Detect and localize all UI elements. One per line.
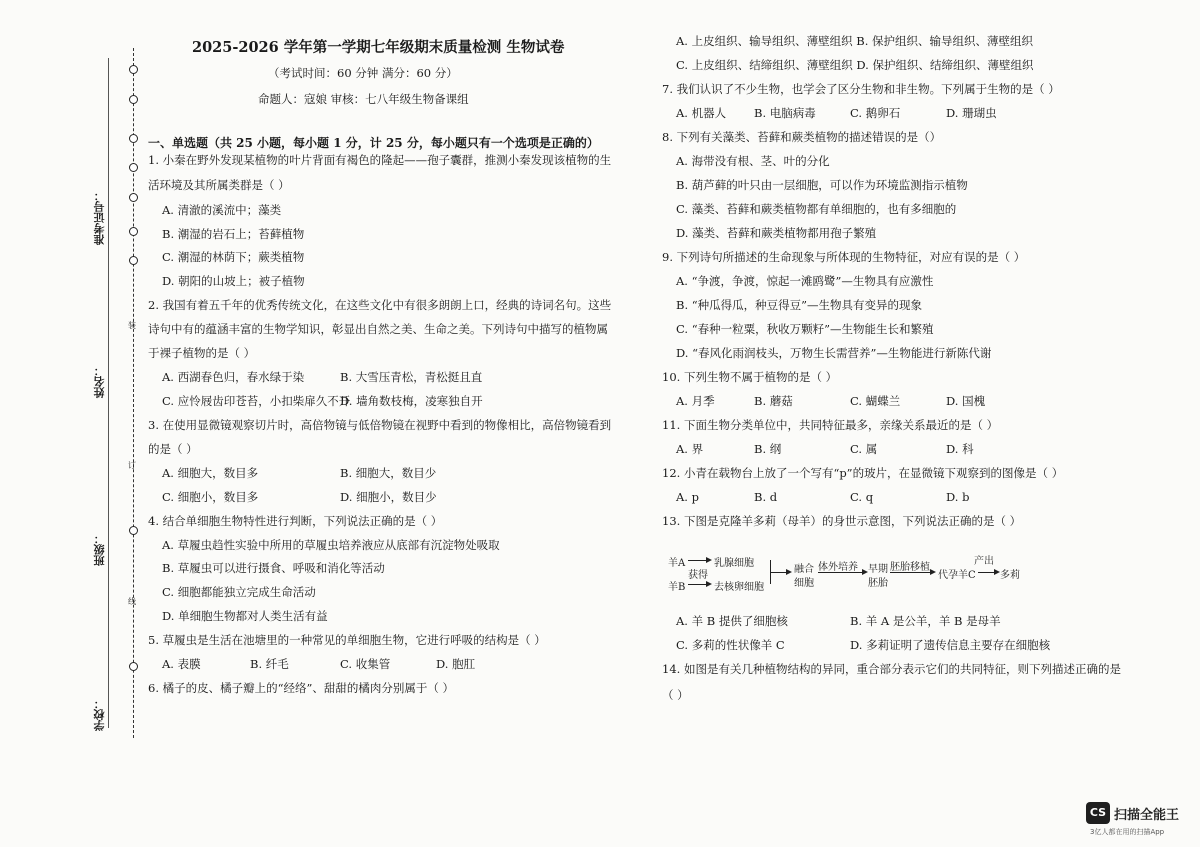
q7-option-b: B. 电脑病毒	[754, 106, 816, 120]
q10-option-b: B. 蘑菇	[754, 394, 793, 408]
q13-option-d: D. 多莉证明了遗传信息主要存在细胞核	[850, 638, 1051, 652]
diagram-arrow	[688, 560, 708, 561]
q4-option-b: B. 草履虫可以进行摄食、呼吸和消化等活动	[162, 561, 385, 575]
q10-option-a: A. 月季	[676, 394, 715, 408]
q9-stem: 9. 下列诗句所描述的生命现象与所体现的生物特征，对应有误的是（ ）	[662, 250, 1026, 264]
scanner-app-name: 扫描全能王	[1114, 808, 1180, 823]
q7-option-a: A. 机器人	[676, 106, 727, 120]
q2-option-d: D. 墙角数枝梅，凌寒独自开	[340, 394, 483, 408]
q4-stem: 4. 结合单细胞生物特性进行判断，下列说法正确的是（ ）	[148, 514, 443, 528]
binding-hole	[129, 526, 138, 535]
diagram-fuse: 融合	[794, 564, 814, 575]
q2-option-b: B. 大雪压青松，青松挺且直	[340, 370, 483, 384]
q12-option-d: D. b	[946, 490, 970, 504]
q11-stem: 11. 下面生物分类单位中，共同特征最多，亲缘关系最近的是（ ）	[662, 418, 999, 432]
binding-hole	[129, 662, 138, 671]
q7-stem: 7. 我们认识了不少生物，也学会了区分生物和非生物。下列属于生物的是（ ）	[662, 82, 1060, 96]
exam-time-line: （考试时间：60 分钟 满分：60 分）	[268, 66, 458, 80]
q2-stem: 诗句中有的蕴涵丰富的生物学知识，彰显出自然之美、生命之美。下列诗句中描写的植物属	[148, 322, 608, 336]
q2-stem: 于裸子植物的是（ ）	[148, 346, 256, 360]
q12-option-a: A. p	[676, 490, 699, 504]
binding-hole	[129, 65, 138, 74]
binding-mark: 线	[128, 597, 136, 606]
q5-stem: 5. 草履虫是生活在池塘里的一种常见的单细胞生物，它进行呼吸的结构是（ ）	[148, 633, 546, 647]
diagram-birth: 产出	[974, 556, 994, 567]
q5-option-a: A. 表膜	[162, 657, 201, 671]
q1-option-c: C. 潮湿的林荫下；蕨类植物	[162, 250, 305, 264]
q13-option-b: B. 羊 A 是公羊，羊 B 是母羊	[850, 614, 1001, 628]
q8-option-c: C. 藻类、苔藓和蕨类植物都有单细胞的，也有多细胞的	[676, 202, 957, 216]
q11-option-d: D. 科	[946, 442, 974, 456]
q4-option-a: A. 草履虫趋性实验中所用的草履虫培养液应从底部有沉淀物处吸取	[162, 538, 500, 552]
diagram-surrogate: 代孕羊C	[938, 570, 976, 581]
diagram-sheep-b: 羊B	[668, 582, 686, 593]
q5-option-b: B. 纤毛	[250, 657, 289, 671]
q3-option-a: A. 细胞大，数目多	[162, 466, 259, 480]
diagram-fuse-cell: 细胞	[794, 578, 814, 589]
diagram-enucleated-egg: 去核卵细胞	[714, 582, 764, 593]
exam-title: 2025-2026 学年第一学期七年级期末质量检测 生物试卷	[192, 39, 565, 56]
name-label: 姓名：	[93, 365, 106, 398]
q8-option-a: A. 海带没有根、茎、叶的分化	[676, 154, 830, 168]
diagram-sheep-a: 羊A	[668, 558, 686, 569]
q7-option-d: D. 珊瑚虫	[946, 106, 997, 120]
q7-option-c: C. 鹅卵石	[850, 106, 901, 120]
q1-stem: 活环境及其所属类群是（ ）	[148, 178, 290, 192]
binding-line	[133, 48, 134, 738]
q3-option-c: C. 细胞小，数目多	[162, 490, 259, 504]
q1-option-b: B. 潮湿的岩石上；苔藓植物	[162, 227, 305, 241]
diagram-arrowhead	[930, 569, 936, 575]
diagram-culture: 体外培养	[818, 562, 858, 573]
q10-option-c: C. 蝴蝶兰	[850, 394, 901, 408]
q3-stem: 的是（ ）	[148, 442, 198, 456]
diagram-arrow	[688, 584, 708, 585]
diagram-dolly: 多莉	[1000, 570, 1020, 581]
q13-option-a: A. 羊 B 提供了细胞核	[676, 614, 788, 628]
binding-hole	[129, 163, 138, 172]
class-label: 班级：	[93, 533, 106, 566]
diagram-arrowhead	[786, 569, 792, 575]
binding-hole	[129, 193, 138, 202]
section-heading: 一、单选题（共 25 小题，每小题 1 分，计 25 分，每小题只有一个选项是正确的）	[148, 136, 599, 150]
q12-stem: 12. 小青在载物台上放了一个写有“p”的玻片，在显微镜下观察到的图像是（ ）	[662, 466, 1064, 480]
q6-stem: 6. 橘子的皮、橘子瓣上的“经络”、甜甜的橘肉分别属于（ ）	[148, 681, 455, 695]
q3-option-d: D. 细胞小，数目少	[340, 490, 437, 504]
q4-option-c: C. 细胞都能独立完成生命活动	[162, 585, 316, 599]
exam-number-label: 准考证号：	[93, 190, 106, 245]
diagram-early: 早期	[868, 564, 888, 575]
diagram-implant: 胚胎移植	[890, 562, 930, 573]
q14-stem: （ ）	[662, 688, 689, 702]
exam-author-line: 命题人：寇娘 审核：七八年级生物备课组	[258, 92, 469, 106]
q11-option-a: A. 界	[676, 442, 704, 456]
scanner-tagline: 3亿人都在用的扫描App	[1090, 828, 1165, 836]
scanner-logo-icon: CS	[1086, 802, 1110, 824]
binding-hole	[129, 95, 138, 104]
q10-stem: 10. 下列生物不属于植物的是（ ）	[662, 370, 838, 384]
q6-option-cd: C. 上皮组织、结缔组织、薄壁组织 D. 保护组织、结缔组织、薄壁组织	[676, 58, 1034, 72]
binding-hole	[129, 134, 138, 143]
school-label: 学校：	[93, 698, 106, 731]
q3-stem: 3. 在使用显微镜观察切片时，高倍物镜与低倍物镜在视野中看到的物像相比，高倍物镜看到	[148, 418, 612, 432]
q11-option-b: B. 纲	[754, 442, 782, 456]
q1-option-a: A. 清澈的溪流中；藻类	[162, 203, 282, 217]
diagram-arrow	[770, 572, 786, 573]
q8-option-d: D. 藻类、苔藓和蕨类植物都用孢子繁殖	[676, 226, 877, 240]
binding-mark: 装	[128, 321, 136, 330]
binding-hole	[129, 256, 138, 265]
q5-option-d: D. 胞肛	[436, 657, 476, 671]
q8-option-b: B. 葫芦藓的叶只由一层细胞，可以作为环境监测指示植物	[676, 178, 968, 192]
q5-option-c: C. 收集管	[340, 657, 391, 671]
diagram-acquire: 获得	[688, 570, 708, 581]
binding-hole	[129, 227, 138, 236]
binding-rule-outer	[108, 58, 109, 728]
q2-option-a: A. 西湖春色归，春水绿于染	[162, 370, 305, 384]
q4-option-d: D. 单细胞生物都对人类生活有益	[162, 609, 328, 623]
q6-option-ab: A. 上皮组织、输导组织、薄壁组织 B. 保护组织、输导组织、薄壁组织	[676, 34, 1034, 48]
diagram-arrowhead	[706, 557, 712, 563]
q9-option-a: A. “争渡，争渡，惊起一滩鸥鹭”—生物具有应激性	[676, 274, 934, 288]
q13-option-c: C. 多莉的性状像羊 C	[676, 638, 785, 652]
diagram-mammary-cell: 乳腺细胞	[714, 558, 754, 569]
q2-stem: 2. 我国有着五千年的优秀传统文化，在这些文化中有很多朗朗上口，经典的诗词名句。这些	[148, 298, 612, 312]
diagram-arrow	[890, 572, 934, 573]
q2-option-c: C. 应怜屐齿印苍苔，小扣柴扉久不开	[162, 394, 351, 408]
q9-option-c: C. “春种一粒粟，秋收万颗籽”—生物能生长和繁殖	[676, 322, 934, 336]
diagram-arrow	[818, 572, 862, 573]
q1-stem: 1. 小秦在野外发现某植物的叶片背面有褐色的隆起——孢子囊群，推测小秦发现该植物的生	[148, 153, 612, 167]
q13-stem: 13. 下图是克隆羊多莉（母羊）的身世示意图，下列说法正确的是（ ）	[662, 514, 1022, 528]
q12-option-c: C. q	[850, 490, 874, 504]
q3-option-b: B. 细胞大，数目少	[340, 466, 437, 480]
diagram-embryo: 胚胎	[868, 578, 888, 589]
q12-option-b: B. d	[754, 490, 778, 504]
q11-option-c: C. 属	[850, 442, 878, 456]
q14-stem: 14. 如图是有关几种植物结构的异同，重合部分表示它们的共同特征，则下列描述正确的是	[662, 662, 1121, 676]
q9-option-b: B. “种瓜得瓜，种豆得豆”—生物具有变异的现象	[676, 298, 923, 312]
diagram-arrowhead	[706, 581, 712, 587]
q1-option-d: D. 朝阳的山坡上；被子植物	[162, 274, 305, 288]
binding-mark: 订	[128, 461, 136, 470]
q8-stem: 8. 下列有关藻类、苔藓和蕨类植物的描述错误的是（）	[662, 130, 942, 144]
q9-option-d: D. “春风化雨润枝头，万物生长需营养”—生物能进行新陈代谢	[676, 346, 992, 360]
q10-option-d: D. 国槐	[946, 394, 986, 408]
